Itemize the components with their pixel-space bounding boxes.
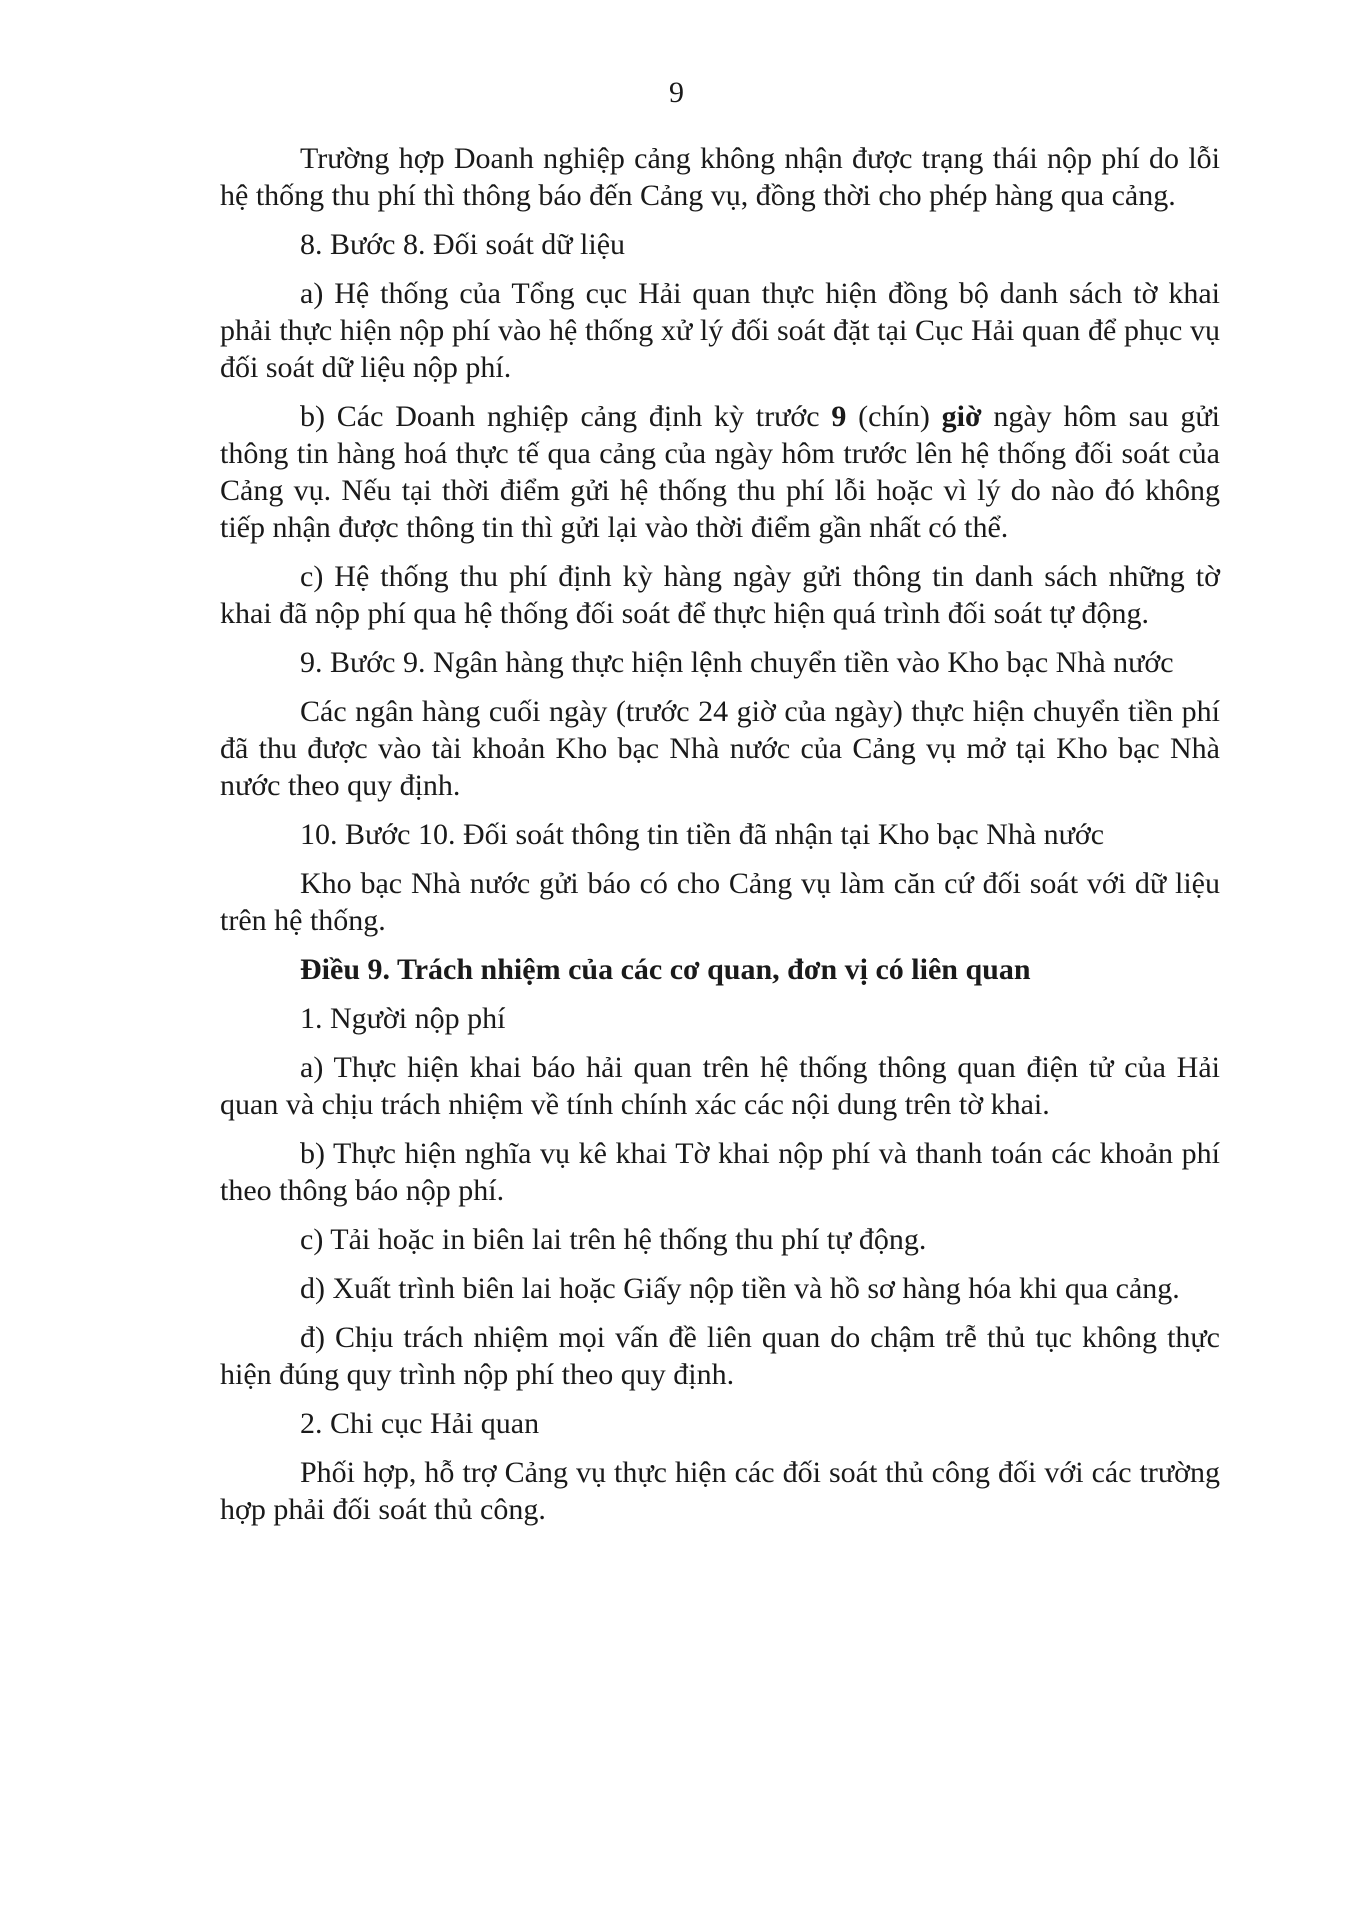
document-body [220, 140, 1220, 1540]
paragraph-step-8b [220, 398, 1220, 546]
paragraph-step-8c: c) Hệ thống thu phí định kỳ hàng ngày gửi thông tin danh sách những tờ khai đã nộp phí qua hệ thống đối soát để thực hiện quá trình đối soát tự động. [220, 560, 1220, 630]
paragraph-fee-payer-dd: đ) Chịu trách nhiệm mọi vấn đề liên quan do chậm trễ thủ tục không thực hiện đúng quy trình nộp phí theo quy định. [220, 1321, 1220, 1391]
text-run: ngày hôm sau gửi thông tin hàng hoá thực tế qua cảng của ngày hôm trước lên hệ thống đối soát của Cảng vụ. Nếu tại thời điểm gửi hệ thống thu phí lỗi hoặc vì lý do nào đó không tiếp nhận được thông tin thì gửi lại vào thời điểm gần nhất có thể. [220, 400, 1220, 544]
paragraph-step-10: Kho bạc Nhà nước gửi báo có cho Cảng vụ làm căn cứ đối soát với dữ liệu trên hệ thống. [220, 867, 1220, 937]
paragraph-step-9: Các ngân hàng cuối ngày (trước 24 giờ của ngày) thực hiện chuyển tiền phí đã thu được vào tài khoản Kho bạc Nhà nước của Cảng vụ mở tại Kho bạc Nhà nước theo quy định. [220, 695, 1220, 802]
paragraph-fee-payer-a: a) Thực hiện khai báo hải quan trên hệ thống thông quan điện tử của Hải quan và chịu trách nhiệm về tính chính xác các nội dung trên tờ khai. [220, 1051, 1220, 1121]
heading-step-10: 10. Bước 10. Đối soát thông tin tiền đã nhận tại Kho bạc Nhà nước [300, 818, 1105, 851]
heading-step-8: 8. Bước 8. Đối soát dữ liệu [300, 228, 626, 261]
text-run: (chín) [846, 400, 942, 433]
heading-step-9: 9. Bước 9. Ngân hàng thực hiện lệnh chuyển tiền vào Kho bạc Nhà nước [300, 646, 1174, 679]
article-9-heading: Điều 9. Trách nhiệm của các cơ quan, đơn vị có liên quan [300, 953, 1031, 986]
paragraph-fee-payer-b: b) Thực hiện nghĩa vụ kê khai Tờ khai nộp phí và thanh toán các khoản phí theo thông báo nộp phí. [220, 1137, 1220, 1207]
paragraph-fee-payer-c: c) Tải hoặc in biên lai trên hệ thống thu phí tự động. [300, 1223, 927, 1256]
text-run: b) Các Doanh nghiệp cảng định kỳ trước [300, 400, 832, 433]
paragraph-step-8a: a) Hệ thống của Tổng cục Hải quan thực hiện đồng bộ danh sách tờ khai phải thực hiện nộp phí vào hệ thống xử lý đối soát đặt tại Cục Hải quan để phục vụ đối soát dữ liệu nộp phí. [220, 277, 1220, 384]
page-number: 9 [669, 76, 684, 109]
bold-hour-word: giờ [941, 400, 982, 433]
paragraph-fee-payer-d: d) Xuất trình biên lai hoặc Giấy nộp tiền và hồ sơ hàng hóa khi qua cảng. [300, 1272, 1180, 1305]
bold-hour-number: 9 [831, 400, 847, 433]
heading-customs-branch: 2. Chi cục Hải quan [300, 1407, 540, 1440]
heading-fee-payer: 1. Người nộp phí [300, 1002, 506, 1035]
paragraph-port-status: Trường hợp Doanh nghiệp cảng không nhận được trạng thái nộp phí do lỗi hệ thống thu phí thì thông báo đến Cảng vụ, đồng thời cho phép hàng qua cảng. [220, 142, 1220, 212]
paragraph-customs-branch: Phối hợp, hỗ trợ Cảng vụ thực hiện các đối soát thủ công đối với các trường hợp phải đối soát thủ công. [220, 1456, 1220, 1526]
